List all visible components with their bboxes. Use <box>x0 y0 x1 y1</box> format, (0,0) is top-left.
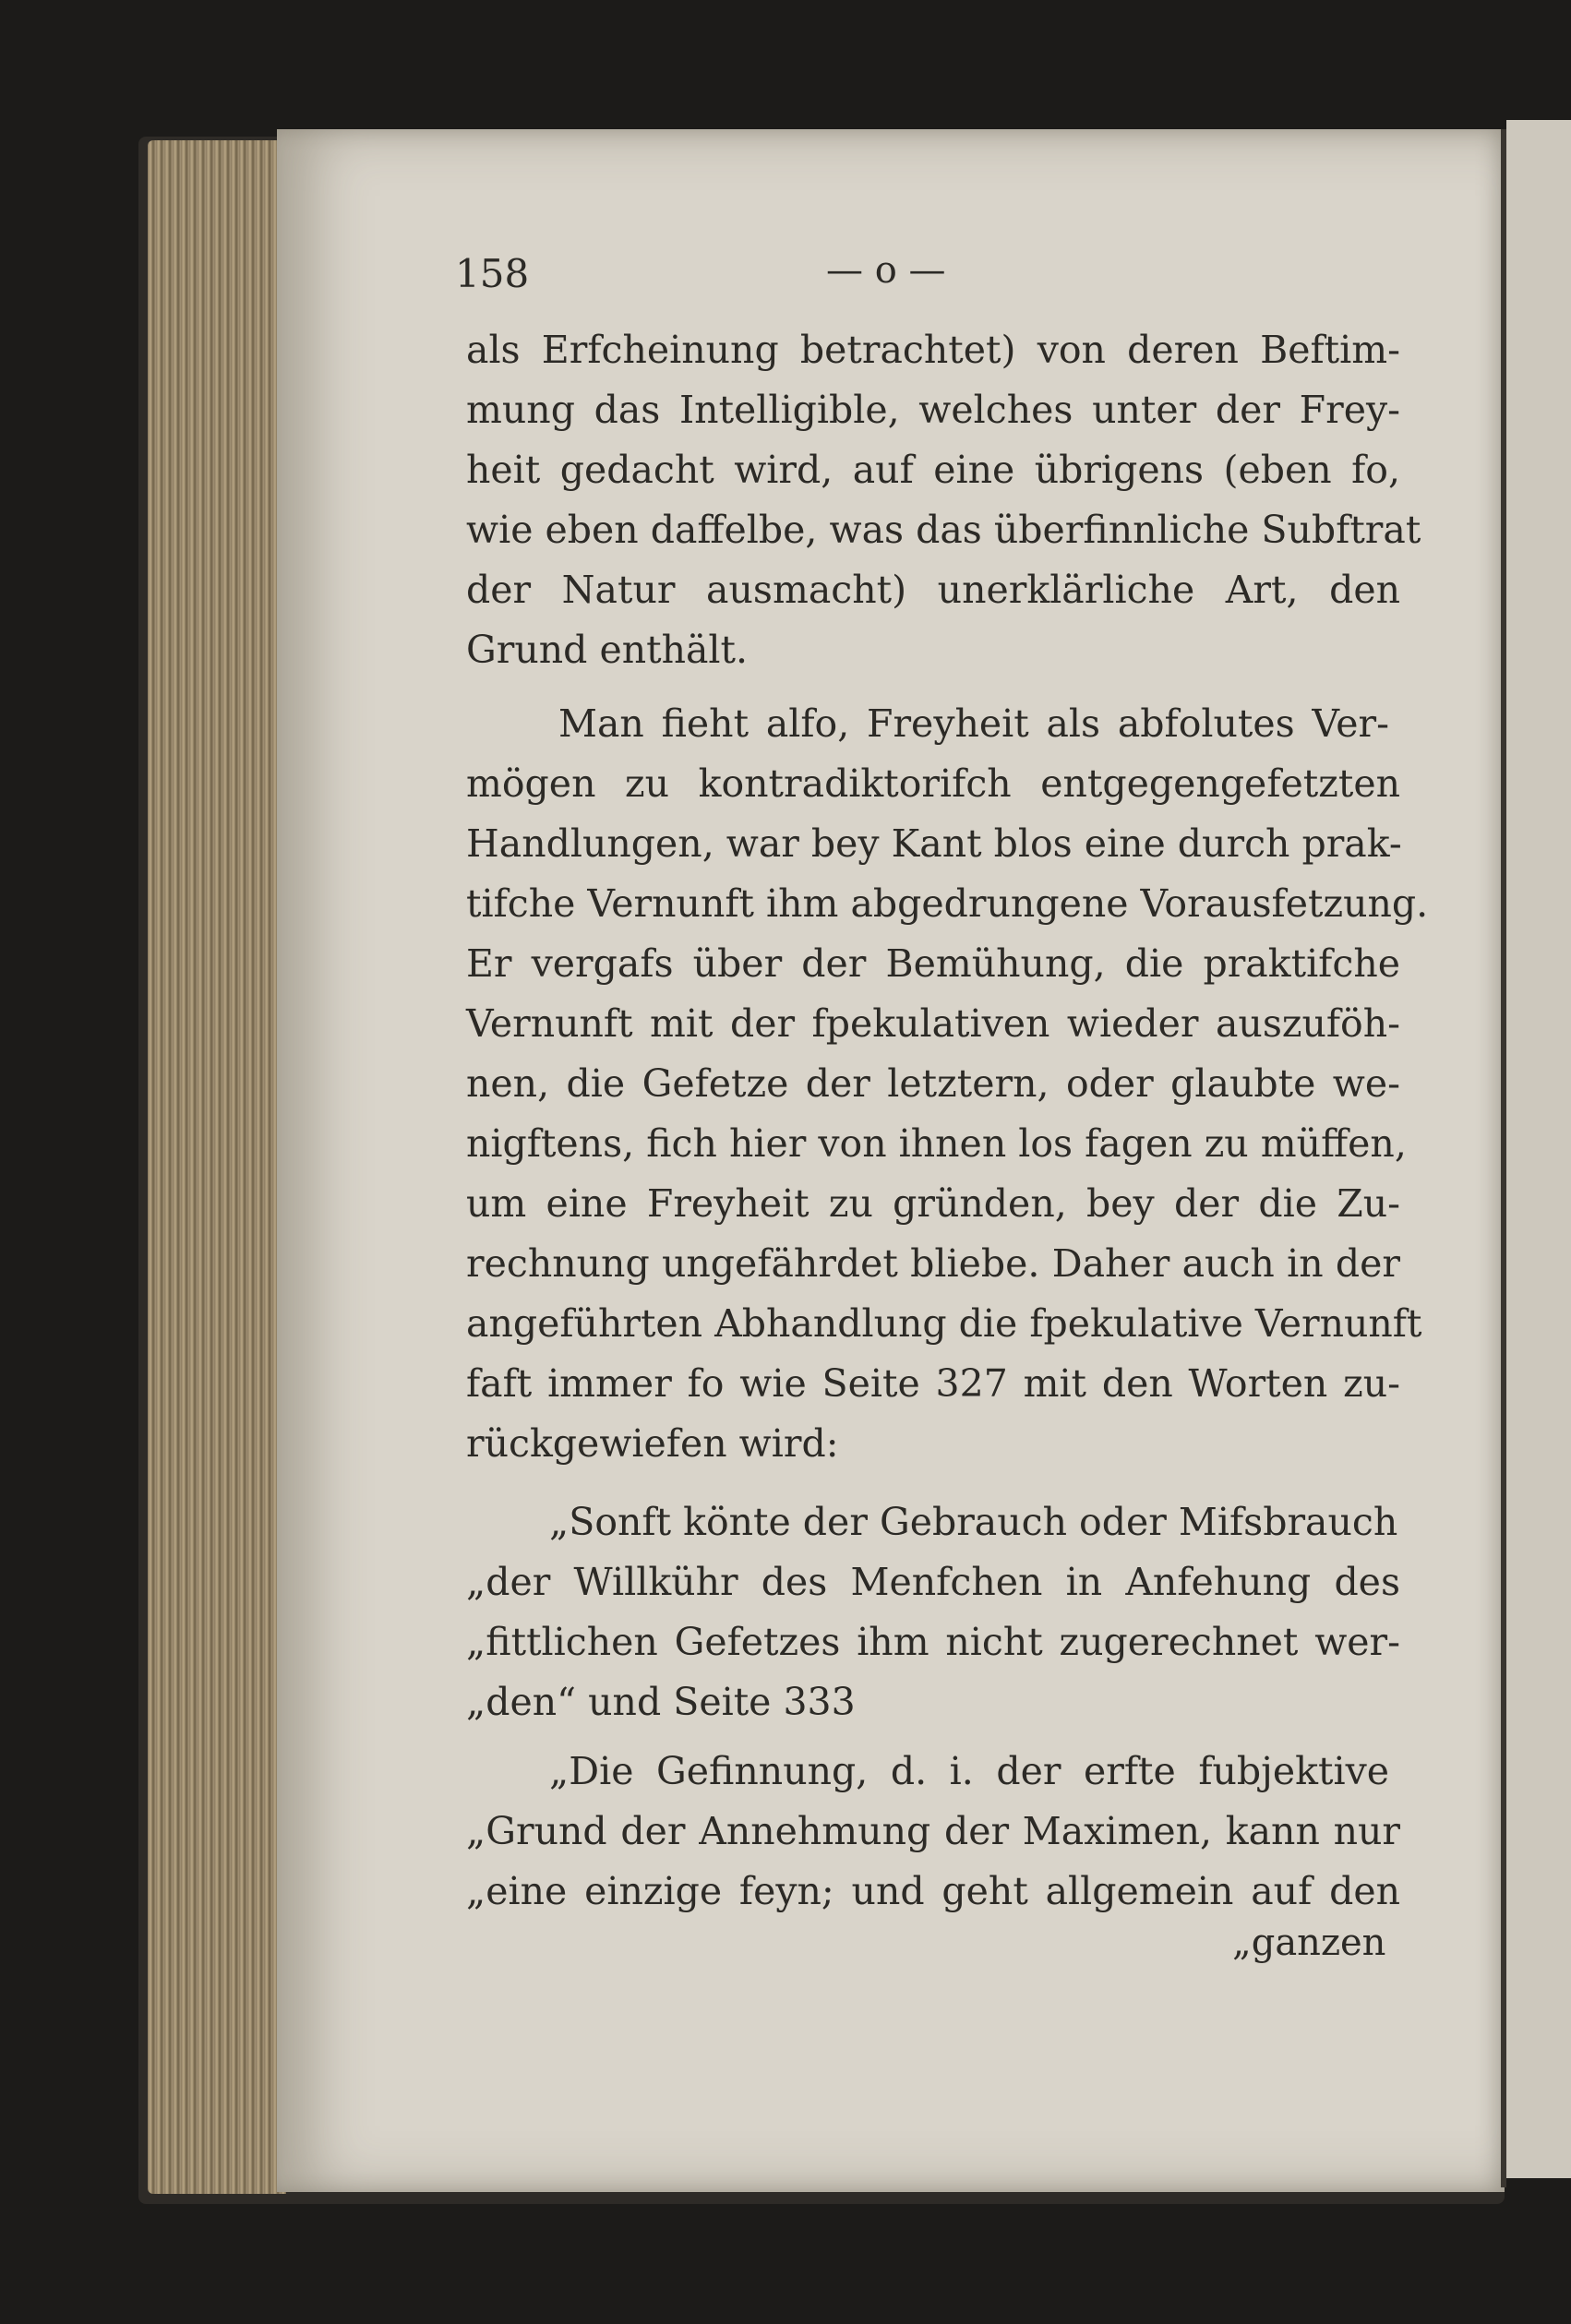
text-line: Handlungen, war bey Kant blos eine durch prak- <box>466 821 1402 866</box>
text-line: Grund enthält. <box>466 628 749 672</box>
quote-line: „der Willkühr des Menfchen in Anfehung des <box>466 1560 1400 1604</box>
catchword: „ganzen <box>1232 1922 1386 1964</box>
text-line: wie eben daffelbe, was das überfinnliche Subftrat <box>466 508 1421 552</box>
page-number: 158 <box>455 251 530 296</box>
text-line: Man fieht alfo, Freyheit als abfolutes Ver- <box>558 701 1389 746</box>
running-head: — o — <box>826 249 946 292</box>
quote-line: „Sonft könte der Gebrauch oder Mifsbrauch <box>549 1500 1398 1544</box>
text-line: heit gedacht wird, auf eine übrigens (eben fo, <box>466 448 1400 492</box>
text-line: tifche Vernunft ihm abgedrungene Vorausfetzung. <box>466 881 1429 926</box>
quote-line: „Die Gefinnung, d. i. der erfte fubjektive <box>549 1749 1389 1793</box>
text-line: nigftens, fich hier von ihnen los fagen zu müffen, <box>466 1121 1407 1166</box>
text-line: als Erfcheinung betrachtet) von deren Beftim- <box>466 328 1400 372</box>
text-line: Er vergafs über der Bemühung, die praktifche <box>466 941 1400 986</box>
text-line: der Natur ausmacht) unerklärliche Art, den <box>466 568 1400 612</box>
text-line: Vernunft mit der fpekulativen wieder auszuföh- <box>466 1001 1400 1046</box>
text-line: nen, die Gefetze der letztern, oder glaubte we- <box>466 1061 1400 1106</box>
text-line: mung das Intelligible, welches unter der Frey- <box>466 388 1400 432</box>
text-line: rechnung ungefährdet bliebe. Daher auch in der <box>466 1241 1400 1286</box>
text-line: faft immer fo wie Seite 327 mit den Worten zu- <box>466 1361 1400 1406</box>
page-edges <box>148 140 286 2194</box>
quote-line: „fittlichen Gefetzes ihm nicht zugerechnet wer- <box>466 1620 1400 1664</box>
facing-page-edge <box>1506 120 1571 2178</box>
text-line: angeführten Abhandlung die fpekulative Vernunft <box>466 1301 1422 1346</box>
text-line: um eine Freyheit zu gründen, bey der die Zu- <box>466 1181 1400 1226</box>
quote-line: „den“ und Seite 333 <box>466 1680 856 1724</box>
quote-line: „Grund der Annehmung der Maximen, kann nur <box>466 1809 1400 1853</box>
gutter-shadow <box>1501 129 1506 2187</box>
quote-line: „eine einzige feyn; und geht allgemein auf den <box>466 1869 1400 1913</box>
text-line: rückgewiefen wird: <box>466 1421 839 1466</box>
text-line: mögen zu kontradiktorifch entgegengefetzten <box>466 761 1400 806</box>
